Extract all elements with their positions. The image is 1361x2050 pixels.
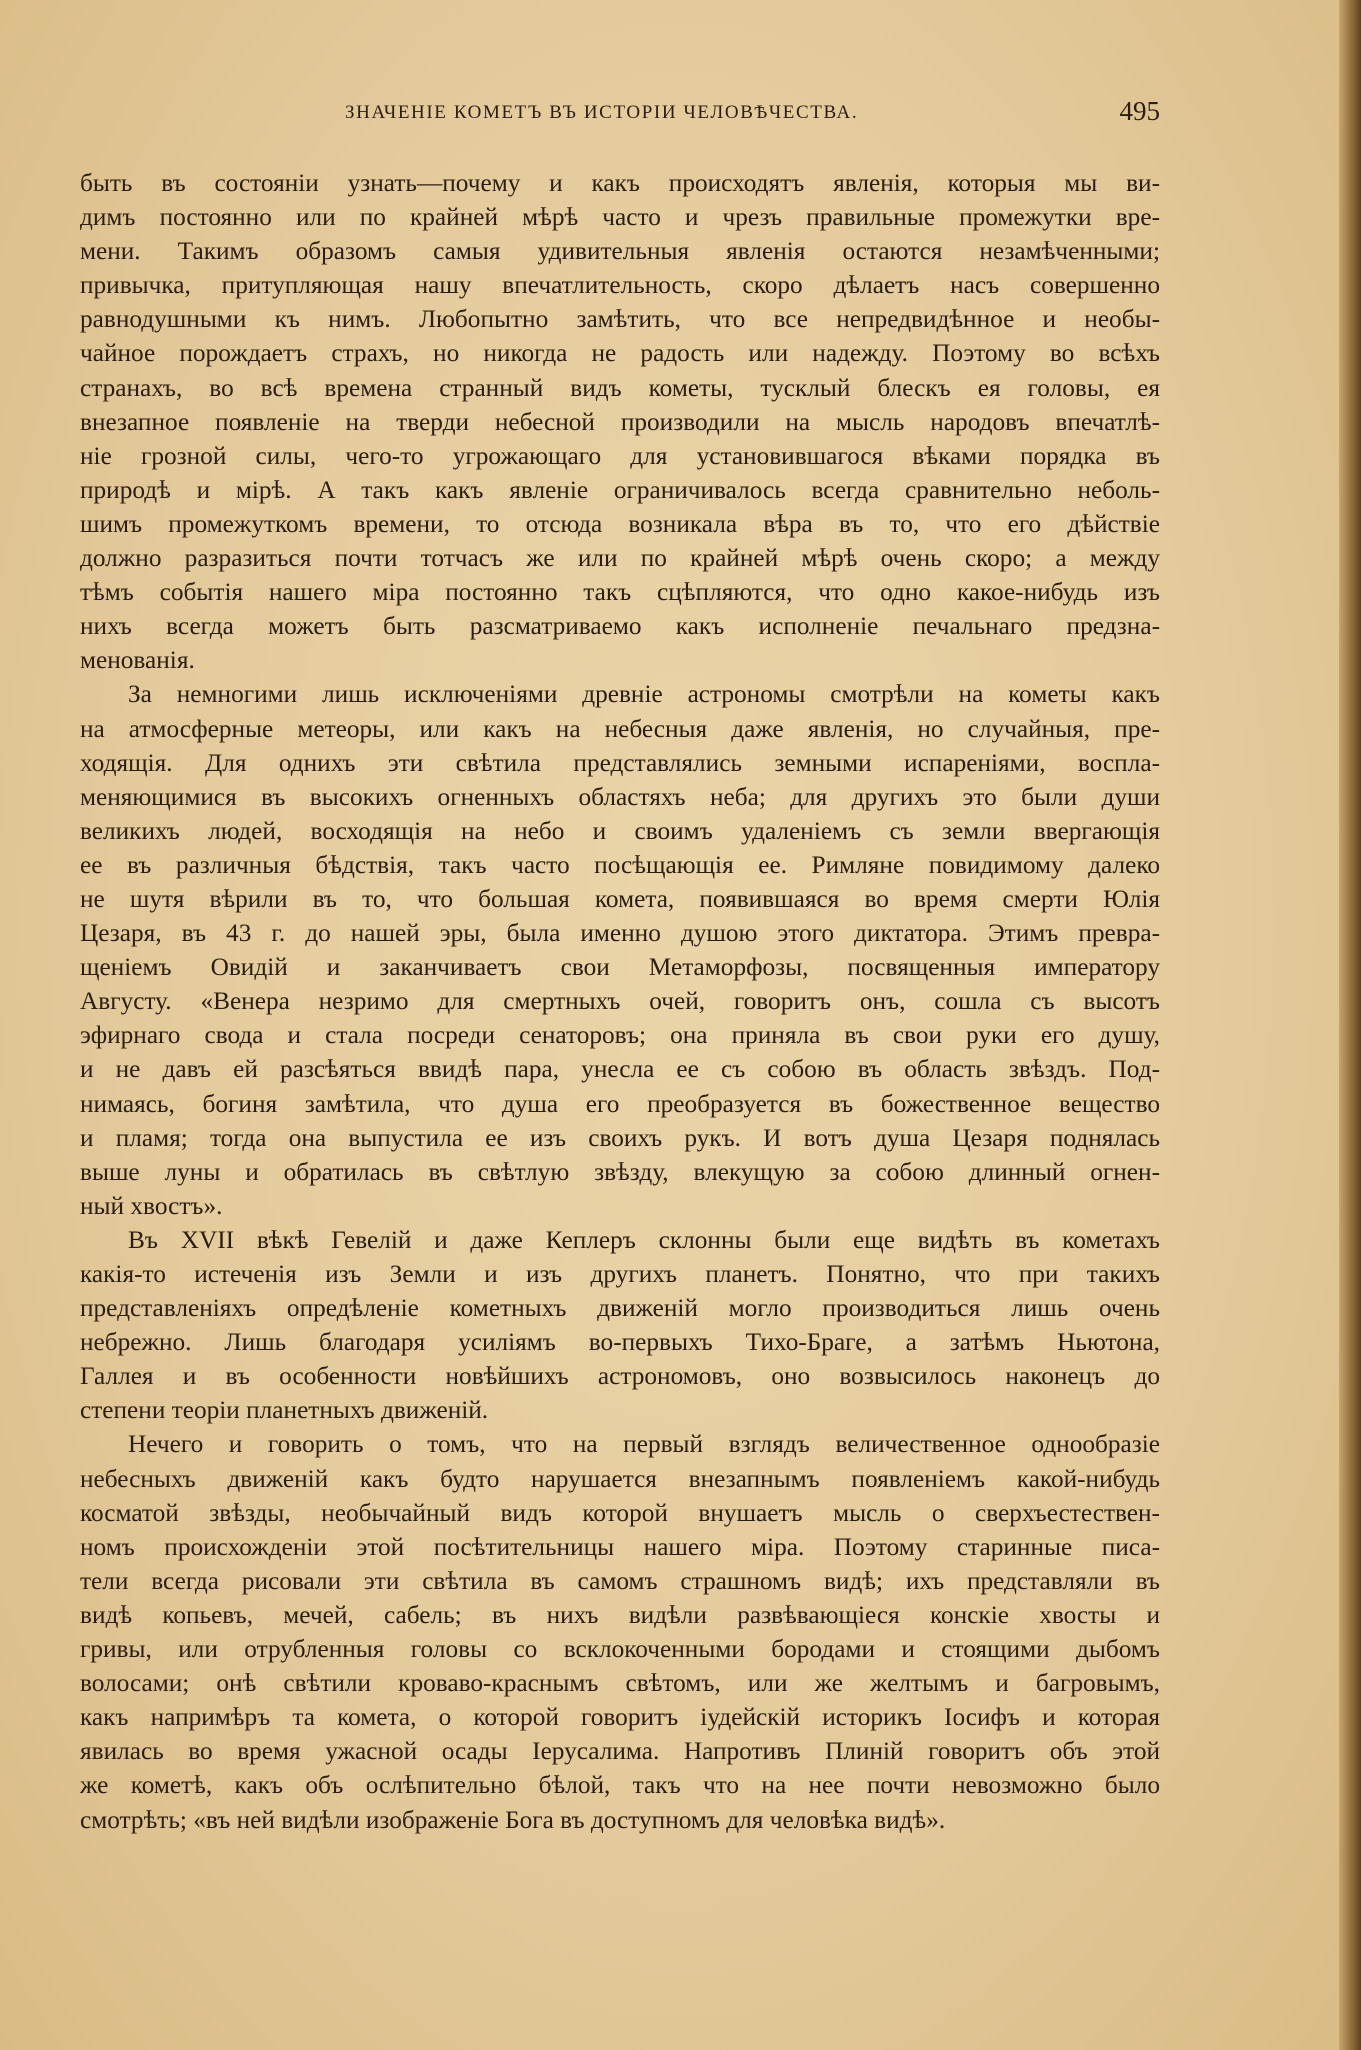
text-line: выше луны и обратилась въ свѣтлую звѣзду, влекущую за собою длинный огнен-	[80, 1157, 1160, 1186]
text-line: эфирнаго свода и стала посреди сенаторовъ; она приняла въ свои руки его душу,	[80, 1021, 1160, 1050]
text-line: на атмосферные метеоры, или какъ на небесныя даже явленія, но случайныя, пре-	[80, 714, 1160, 743]
text-line: равнодушными къ нимъ. Любопытно замѣтить, что все непредвидѣнное и необы-	[80, 305, 1160, 334]
text-line: чайное порождаетъ страхъ, но никогда не радость или надежду. Поэтому во всѣхъ	[80, 339, 1160, 368]
text-line: тели всегда рисовали эти свѣтила въ самомъ страшномъ видѣ; ихъ представляли въ	[80, 1566, 1160, 1595]
text-line: небесныхъ движеній какъ будто нарушается внезапнымъ появленіемъ какой-нибудь	[80, 1464, 1160, 1493]
text-line: ее въ различныя бѣдствія, такъ часто посѣщающія ее. Римляне повидимому далеко	[80, 850, 1160, 879]
text-line: природѣ и мірѣ. А такъ какъ явленіе ограничивалось всегда сравнительно неболь-	[80, 475, 1160, 504]
text-line: же кометѣ, какъ объ ослѣпительно бѣлой, такъ что на нее почти невозможно было	[80, 1771, 1160, 1800]
text-line: гривы, или отрубленныя головы со всклокоченными бородами и стоящими дыбомъ	[80, 1635, 1160, 1664]
text-line: ніе грозной силы, чего-то угрожающаго для установившагося вѣками порядка въ	[80, 441, 1160, 470]
text-line: внезапное появленіе на тверди небесной производили на мысль народовъ впечатлѣ-	[80, 407, 1160, 436]
text-line: щеніемъ Овидій и заканчиваетъ свои Метаморфозы, посвященныя императору	[80, 953, 1160, 982]
text-line: представленіяхъ опредѣленіе кометныхъ движеній могло производиться лишь очень	[80, 1294, 1160, 1323]
text-line: должно разразиться почти тотчасъ же или по крайней мѣрѣ очень скоро; а между	[80, 544, 1160, 573]
paragraph	[80, 166, 1160, 677]
text-line: ходящія. Для однихъ эти свѣтила представлялись земными испареніями, воспла-	[80, 748, 1160, 777]
text-line: Августу. «Венера незримо для смертныхъ очей, говоритъ онъ, сошла съ высотъ	[80, 987, 1160, 1016]
page-number: 495	[1119, 96, 1160, 126]
text-line: менованія.	[80, 646, 195, 675]
text-line: не шутя вѣрили въ то, что большая комета, появившаяся во время смерти Юлія	[80, 884, 1160, 913]
text-line: небрежно. Лишь благодаря усиліямъ во-первыхъ Тихо-Браге, а затѣмъ Ньютона,	[80, 1328, 1160, 1357]
text-line: и не давъ ей разсѣяться ввидѣ пара, унесла ее съ собою въ область звѣздъ. Под-	[80, 1055, 1160, 1084]
text-line: димъ постоянно или по крайней мѣрѣ часто и чрезъ правильные промежутки вре-	[80, 203, 1160, 232]
text-line: мени. Такимъ образомъ самыя удивительныя явленія остаются незамѣченными;	[80, 237, 1160, 266]
paragraph	[80, 1223, 1160, 1428]
text-line: степени теоріи планетныхъ движеній.	[80, 1396, 489, 1425]
text-line: нимаясь, богиня замѣтила, что душа его преобразуется въ божественное вещество	[80, 1089, 1160, 1118]
text-line: косматой звѣзды, необычайный видъ которой внушаетъ мысль о сверхъестествен-	[80, 1498, 1160, 1527]
text-line: нихъ всегда можетъ быть разсматриваемо какъ исполненіе печальнаго предзна-	[80, 612, 1160, 641]
text-line: смотрѣть; «въ ней видѣли изображеніе Бога въ доступномъ для человѣка видѣ».	[80, 1805, 946, 1834]
text-line: какъ напримѣръ та комета, о которой говоритъ іудейскій историкъ Іосифъ и которая	[80, 1703, 1160, 1732]
text-line: Въ XVII вѣкѣ Гевелій и даже Кеплеръ склонны были еще видѣть въ кометахъ	[128, 1225, 1160, 1254]
text-line: За немногими лишь исключеніями древніе астрономы смотрѣли на кометы какъ	[128, 680, 1160, 709]
paragraph	[80, 1427, 1160, 1836]
text-line: Нечего и говорить о томъ, что на первый взглядъ величественное однообразіе	[128, 1430, 1160, 1459]
page-header	[80, 96, 1160, 136]
text-line: ный хвостъ».	[80, 1191, 223, 1220]
text-line: великихъ людей, восходящія на небо и своимъ удаленіемъ съ земли ввергающія	[80, 816, 1160, 845]
text-line: явилась во время ужасной осады Іерусалима. Напротивъ Плиній говоритъ объ этой	[80, 1737, 1160, 1766]
text-line: странахъ, во всѣ времена странный видъ кометы, тусклый блескъ ея головы, ея	[80, 373, 1160, 402]
running-head: ЗНАЧЕНІЕ КОМЕТЪ ВЪ ИСТОРІИ ЧЕЛОВѢЧЕСТВА.	[345, 102, 859, 123]
text-line: номъ происхожденіи этой посѣтительницы нашего міра. Поэтому старинные писа-	[80, 1532, 1160, 1561]
text-line: какія-то истеченія изъ Земли и изъ другихъ планетъ. Понятно, что при такихъ	[80, 1260, 1160, 1288]
text-line: волосами; онѣ свѣтили кроваво-краснымъ свѣтомъ, или же желтымъ и багровымъ,	[80, 1669, 1160, 1698]
text-line: меняющимися въ высокихъ огненныхъ областяхъ неба; для другихъ это были души	[80, 782, 1160, 811]
text-line: Цезаря, въ 43 г. до нашей эры, была именно душою этого диктатора. Этимъ превра-	[80, 919, 1160, 948]
text-line: Галлея и въ особенности новѣйшихъ астрономовъ, оно возвысилось наконецъ до	[80, 1362, 1160, 1391]
text-line: привычка, притупляющая нашу впечатлительность, скоро дѣлаетъ насъ совершенно	[80, 271, 1160, 300]
text-line: шимъ промежуткомъ времени, то отсюда возникала вѣра въ то, что его дѣйствіе	[80, 509, 1160, 538]
text-body	[80, 166, 1160, 1837]
page-edge	[1339, 0, 1361, 2050]
text-line: тѣмъ событія нашего міра постоянно такъ сцѣпляются, что одно какое-нибудь изъ	[80, 578, 1160, 607]
paragraph	[80, 677, 1160, 1223]
text-line: и пламя; тогда она выпустила ее изъ своихъ рукъ. И вотъ душа Цезаря поднялась	[80, 1123, 1160, 1152]
text-line: видѣ копьевъ, мечей, сабель; въ нихъ видѣли развѣвающіеся конскіе хвосты и	[80, 1600, 1160, 1629]
text-line: быть въ состояніи узнать—почему и какъ происходятъ явленія, которыя мы ви-	[80, 169, 1160, 197]
